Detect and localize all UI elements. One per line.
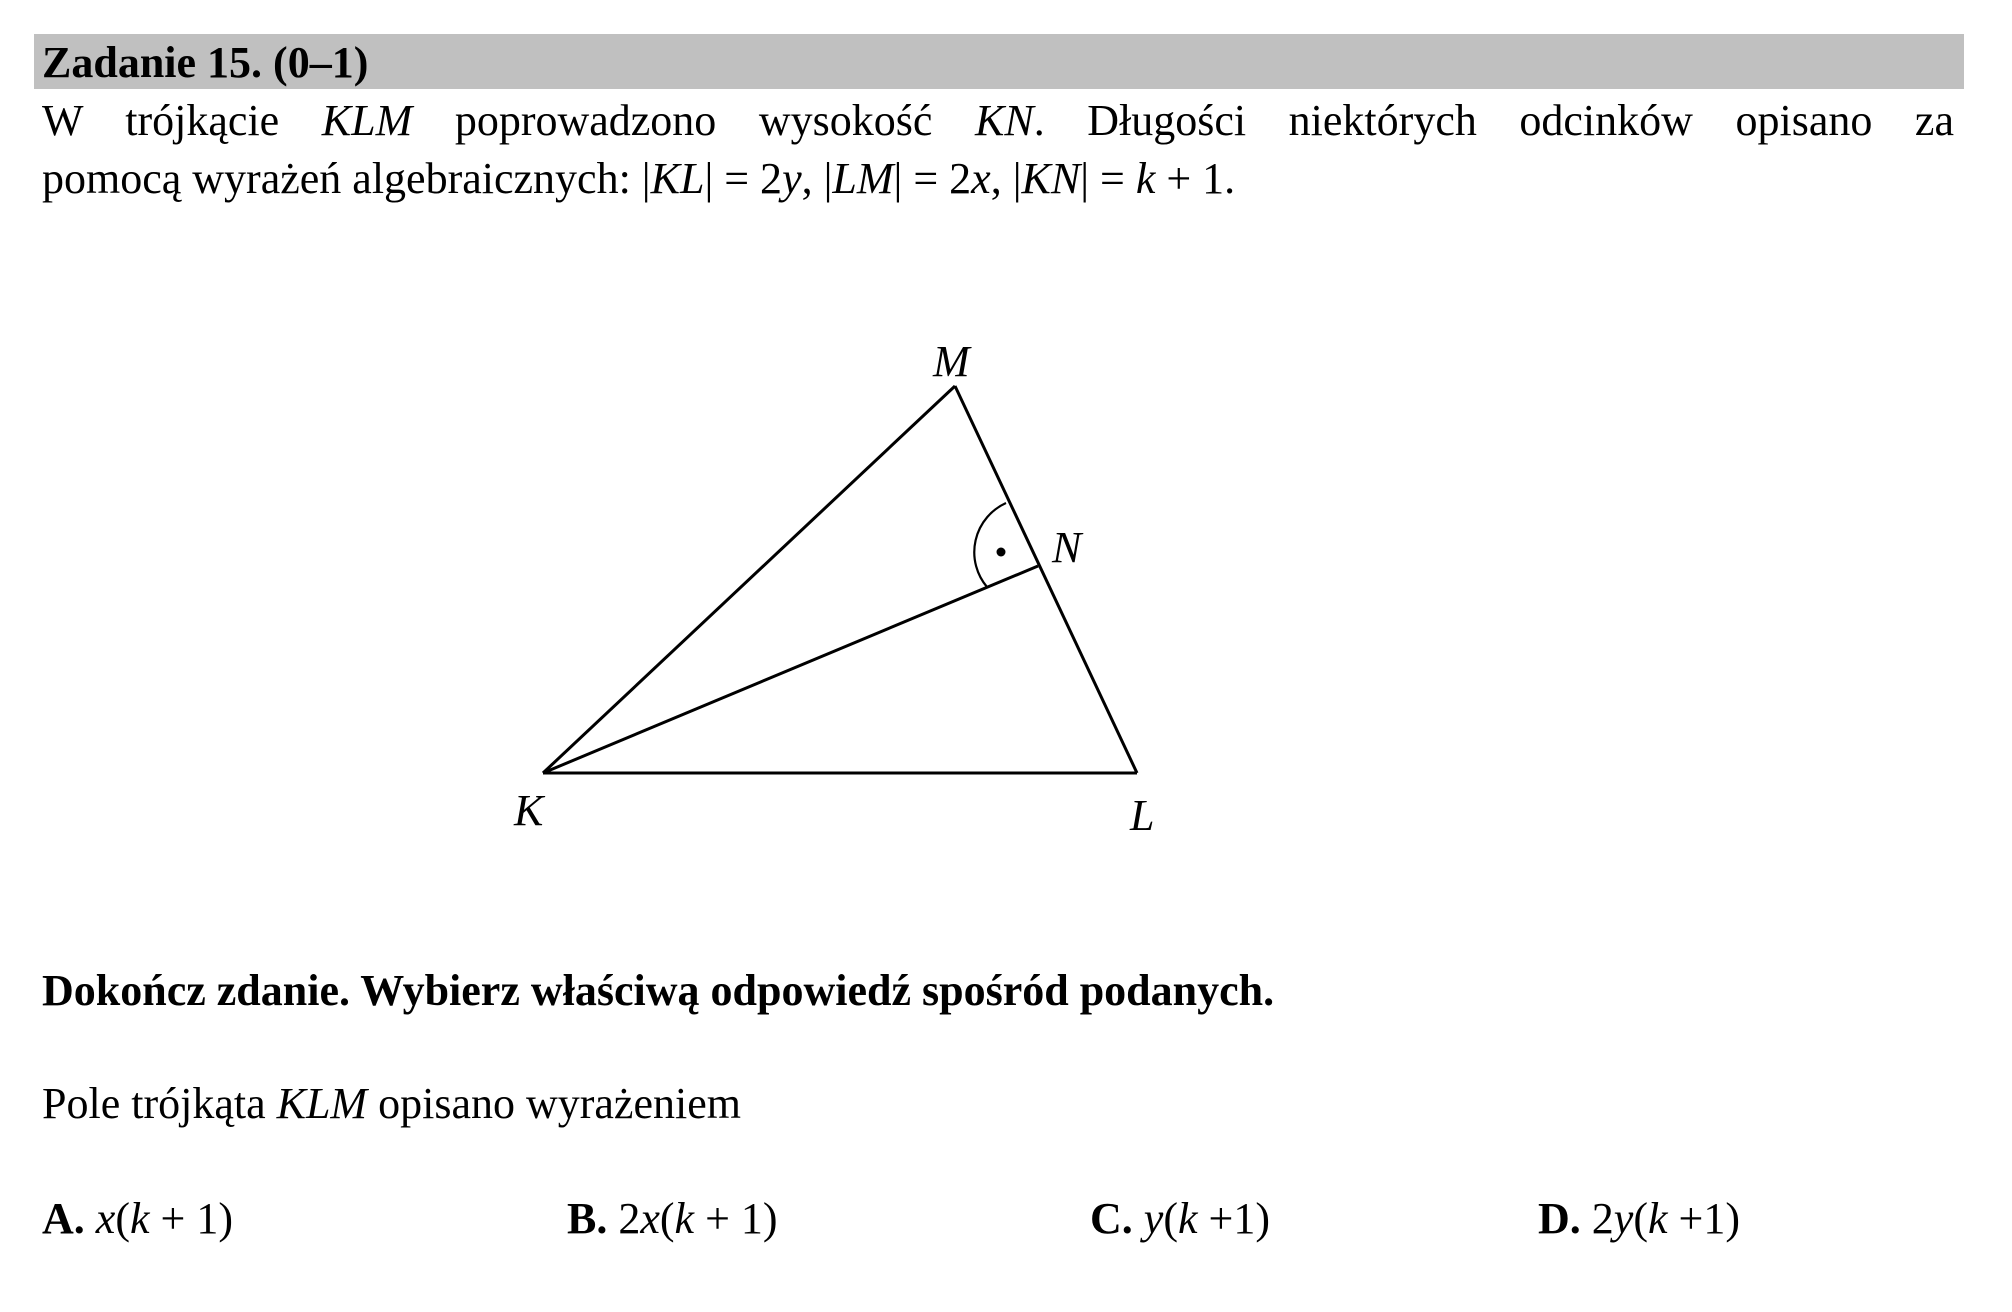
intro-line-2: pomocą wyrażeń algebraicznych: |KL| = 2y, |LM| = 2x, |KN| = k + 1. — [42, 154, 1236, 203]
side-km — [543, 386, 955, 773]
point-label-n: N — [1052, 523, 1082, 572]
vertex-label-k: K — [514, 786, 544, 835]
vertex-label-m: M — [933, 337, 970, 386]
answer-option-a[interactable]: A. x(k + 1) — [42, 1194, 233, 1243]
instruction-text: Dokończ zdanie. Wybierz właściwą odpowiedź spośród podanych. — [42, 966, 1275, 1015]
right-angle-arc — [974, 503, 1006, 587]
answer-option-d[interactable]: D. 2y(k +1) — [1538, 1194, 1740, 1243]
right-angle-dot — [997, 548, 1006, 557]
altitude-kn — [543, 566, 1038, 773]
answer-option-c[interactable]: C. y(k +1) — [1090, 1194, 1270, 1243]
task-title: Zadanie 15. (0–1) — [42, 38, 369, 87]
vertex-label-l: L — [1130, 791, 1155, 840]
intro-line-1: W trójkącie KLM poprowadzono wysokość KN. Długości niektórych odcinków opisano za — [42, 96, 1954, 145]
question-stem: Pole trójkąta KLM opisano wyrażeniem — [42, 1079, 741, 1128]
answer-option-b[interactable]: B. 2x(k + 1) — [567, 1194, 778, 1243]
